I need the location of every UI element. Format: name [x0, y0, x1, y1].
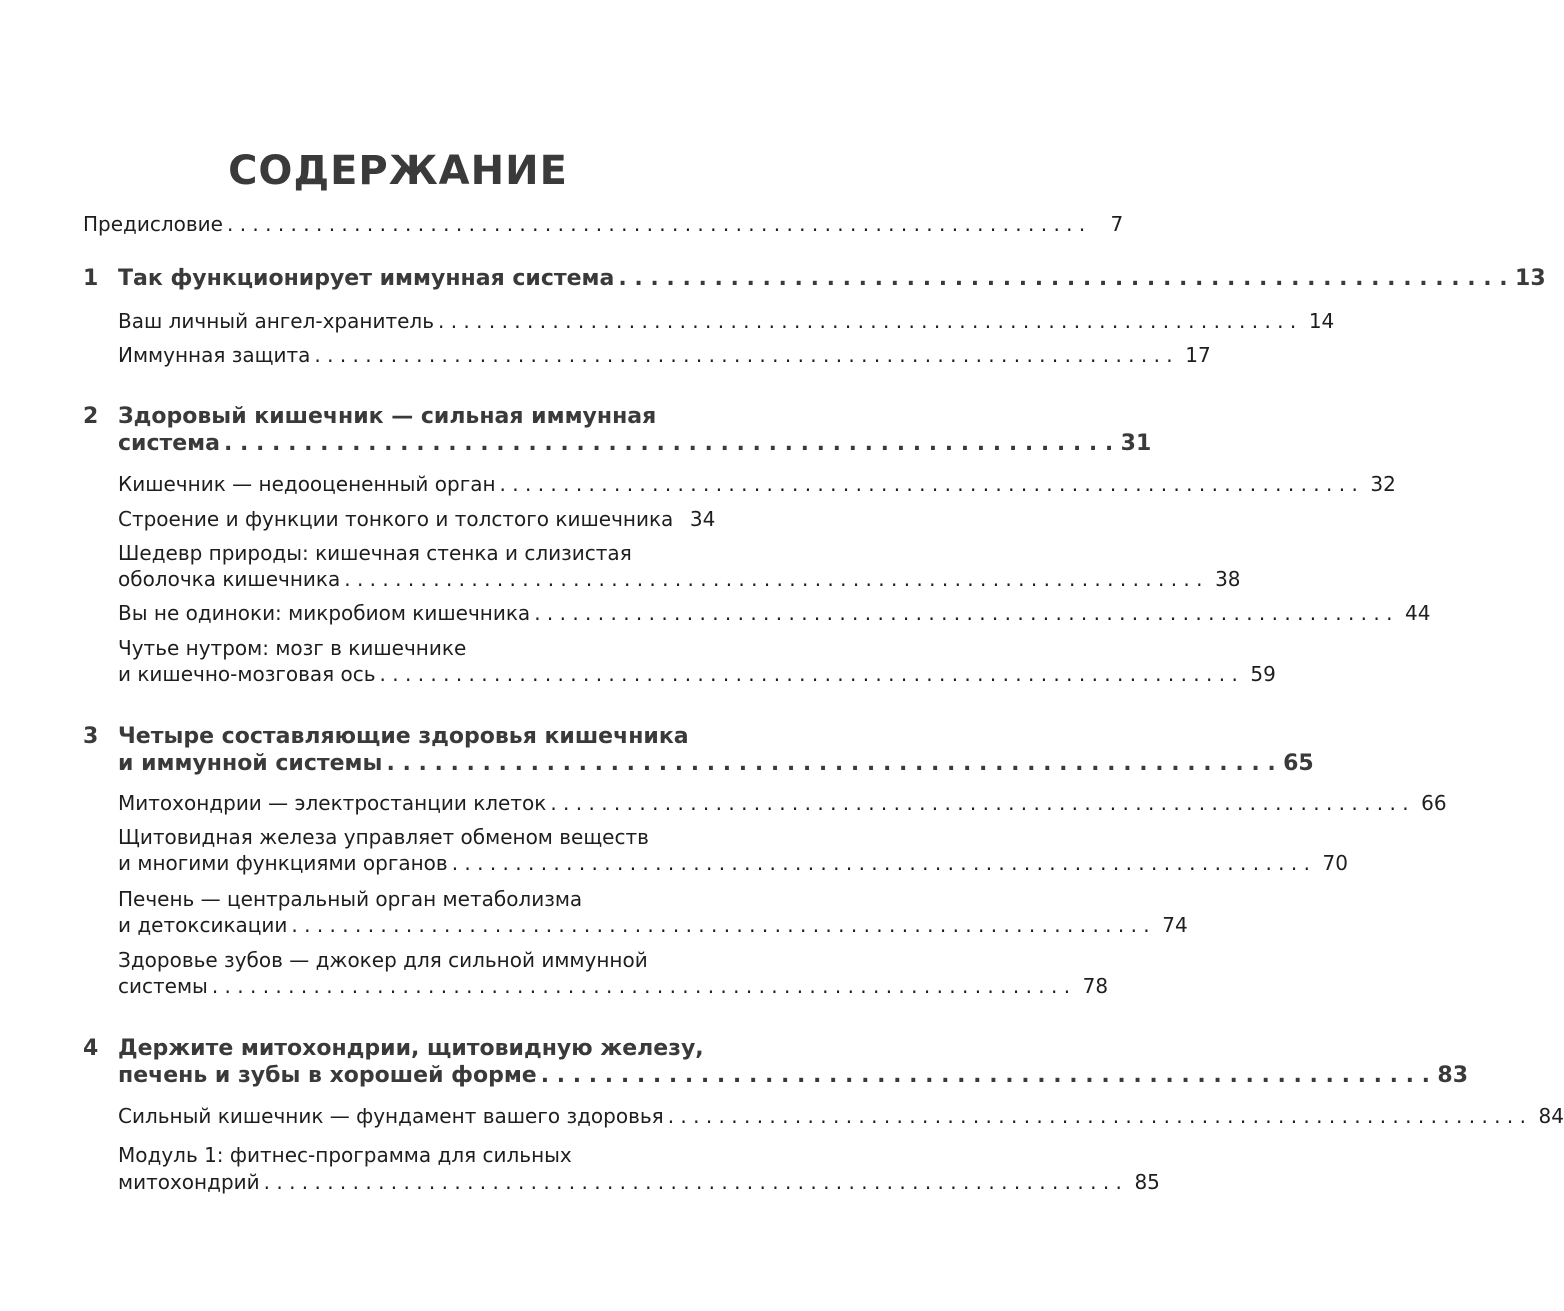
- entry-text-line: Щитовидная железа управляет обменом веществ: [118, 825, 649, 849]
- dot-leader: . . . . . . . . . . . . . . . . . . . . . . . . . . . . . . . . . . . . . . . . . . . . . . . . . . . . . . . . . . . . . . . . . . . .: [550, 791, 1409, 815]
- entry-text-line: Модуль 1: фитнес-программа для сильных: [118, 1143, 572, 1167]
- entry-text: митохондрий: [118, 1170, 260, 1194]
- dot-leader: . . . . . . . . . . . . . . . . . . . . . . . . . . . . . . . . . . . . . . . . . . . . . . . . . . . . . . . . . . . . . . . . . . . .: [379, 662, 1238, 686]
- toc-entry[interactable]: [118, 507, 716, 531]
- toc-chapter-4[interactable]: [118, 1063, 1469, 1089]
- dot-leader: . . . . . . . . . . . . . . . . . . . . . . . . . . . . . . . . . . . . . . . . . . . . . . . . . . . . . . . . . . . . . . . . . . . .: [534, 601, 1393, 625]
- entry-text-line: Чутье нутром: мозг в кишечнике: [118, 636, 467, 660]
- entry-text-line: Печень — центральный орган метаболизма: [118, 887, 583, 911]
- toc-entry[interactable]: [118, 309, 1335, 333]
- page-number: 31: [1120, 431, 1152, 456]
- chapter-title: Так функционирует иммунная система: [118, 266, 615, 291]
- page-number: 70: [1322, 851, 1348, 875]
- toc-entry-preface[interactable]: [83, 212, 1124, 236]
- entry-text-line: Здоровье зубов — джокер для сильной иммунной: [118, 948, 648, 972]
- entry-text: и многими функциями органов: [118, 851, 448, 875]
- page-number: 78: [1082, 974, 1109, 998]
- page-number: 38: [1215, 567, 1241, 591]
- entry-text: Предисловие: [83, 212, 223, 236]
- entry-text: Строение и функции тонкого и толстого кишечника: [118, 507, 674, 531]
- entry-text: и кишечно-мозговая ось: [118, 662, 376, 686]
- entry-text: системы: [118, 974, 208, 998]
- dot-leader: . . . . . . . . . . . . . . . . . . . . . . . . . . . . . . . . . . . . . . . . . . . . . . . . . . . . . . . .: [540, 1063, 1431, 1088]
- dot-leader: . . . . . . . . . . . . . . . . . . . . . . . . . . . . . . . . . . . . . . . . . . . . . . . . . . . . . . . . . . . . . . . . . . . .: [438, 309, 1297, 333]
- dot-leader: . . . . . . . . . . . . . . . . . . . . . . . . . . . . . . . . . . . . . . . . . . . . . . . . . . . . . . . . . . . . . . . . . . . .: [263, 1170, 1122, 1194]
- toc-entry[interactable]: [118, 601, 1431, 625]
- dot-leader: . . . . . . . . . . . . . . . . . . . . . . . . . . . . . . . . . . . . . . . . . . . . . . . . . . . . . . . .: [618, 266, 1508, 291]
- entry-text: Вы не одиноки: микробиом кишечника: [118, 601, 531, 625]
- dot-leader: . . . . . . . . . . . . . . . . . . . . . . . . . . . . . . . . . . . . . . . . . . . . . . . . . . . . . . . . . . . . . . . . . . . .: [667, 1104, 1526, 1128]
- chapter-title-line: Держите митохондрии, щитовидную железу,: [118, 1036, 704, 1061]
- dot-leader: . . . . . . . . . . . . . . . . . . . . . . . . . . . . . . . . . . . . . . . . . . . . . . . . . . . . . . . . . . . . . . . . . . . .: [499, 472, 1358, 496]
- dot-leader: . . . . . . . . . . . . . . . . . . . . . . . . . . . . . . . . . . . . . . . . . . . . . . . . . . . . . . . . . . . . . . . . . . . .: [344, 567, 1203, 591]
- toc-entry[interactable]: [118, 662, 1276, 686]
- toc-entry[interactable]: [118, 343, 1211, 367]
- page-number: 65: [1283, 751, 1314, 776]
- dot-leader: . . . . . . . . . . . . . . . . . . . . . . . . . . . . . . . . . . . . . . . . . . . . . . . . . . . . . . . . . . . . . . . . . . . .: [314, 343, 1173, 367]
- chapter-title: система: [118, 431, 220, 456]
- dot-leader: . . . . . . . . . . . . . . . . . . . . . . . . . . . . . . . . . . . . . . . . . . . . . . . . . . . . . . . .: [224, 431, 1114, 456]
- toc-entry[interactable]: [118, 913, 1188, 937]
- toc-entry[interactable]: [118, 567, 1241, 591]
- dot-leader: . . . . . . . . . . . . . . . . . . . . . . . . . . . . . . . . . . . . . . . . . . . . . . . . . . . . . . . . . . . . . . . . . . . .: [291, 913, 1150, 937]
- toc-chapter-1[interactable]: [118, 266, 1546, 292]
- page-number: 7: [1110, 212, 1124, 236]
- entry-text: Митохондрии — электростанции клеток: [118, 791, 547, 815]
- chapter-number: 4: [83, 1036, 99, 1061]
- entry-text: и детоксикации: [118, 913, 288, 937]
- chapter-number: 1: [83, 266, 99, 291]
- entry-text: оболочка кишечника: [118, 567, 341, 591]
- page-number: 59: [1250, 662, 1276, 686]
- toc-entry[interactable]: [118, 974, 1109, 998]
- chapter-title: печень и зубы в хорошей форме: [118, 1063, 537, 1088]
- page-number: 32: [1370, 472, 1396, 496]
- page-number: 17: [1185, 343, 1211, 367]
- page-number: 83: [1437, 1063, 1469, 1088]
- page-number: 13: [1515, 266, 1546, 291]
- chapter-number: 2: [83, 404, 99, 429]
- toc-entry[interactable]: [118, 1104, 1564, 1128]
- chapter-title-line: Четыре составляющие здоровья кишечника: [118, 724, 689, 749]
- entry-text: Ваш личный ангел-хранитель: [118, 309, 434, 333]
- entry-text: Сильный кишечник — фундамент вашего здоровья: [118, 1104, 664, 1128]
- toc-entry[interactable]: [118, 851, 1348, 875]
- entry-text: Иммунная защита: [118, 343, 311, 367]
- page-number: 44: [1405, 601, 1431, 625]
- toc-entry[interactable]: [118, 791, 1447, 815]
- page-number: 85: [1134, 1170, 1160, 1194]
- chapter-number: 3: [83, 724, 99, 749]
- page-number: 84: [1538, 1104, 1564, 1128]
- chapter-title: и иммунной системы: [118, 751, 383, 776]
- dot-leader: . . . . . . . . . . . . . . . . . . . . . . . . . . . . . . . . . . . . . . . . . . . . . . . . . . . . . . . . . . . . . . . . . . . .: [211, 974, 1071, 998]
- page-number: 74: [1162, 913, 1188, 937]
- dot-leader: . . . . . . . . . . . . . . . . . . . . . . . . . . . . . . . . . . . . . . . . . . . . . . . . . . . . . . . .: [386, 751, 1276, 776]
- dot-leader: . . . . . . . . . . . . . . . . . . . . . . . . . . . . . . . . . . . . . . . . . . . . . . . . . . . . . . . . . . . . . . . . . . . .: [451, 851, 1310, 875]
- page-number: 34: [689, 507, 716, 531]
- toc-chapter-3[interactable]: [118, 751, 1314, 777]
- toc-entry[interactable]: [118, 1170, 1160, 1194]
- toc-entry[interactable]: [118, 472, 1396, 496]
- page-title: СОДЕРЖАНИЕ: [228, 148, 568, 194]
- dot-leader: . . . . . . . . . . . . . . . . . . . . . . . . . . . . . . . . . . . . . . . . . . . . . . . . . . . . . . . . . . . . . . . . . . . .: [226, 212, 1086, 236]
- toc-chapter-2[interactable]: [118, 431, 1152, 457]
- entry-text-line: Шедевр природы: кишечная стенка и слизистая: [118, 541, 632, 565]
- chapter-title-line: Здоровый кишечник — сильная иммунная: [118, 404, 657, 429]
- entry-text: Кишечник — недооцененный орган: [118, 472, 496, 496]
- page-number: 66: [1421, 791, 1447, 815]
- page-number: 14: [1308, 309, 1335, 333]
